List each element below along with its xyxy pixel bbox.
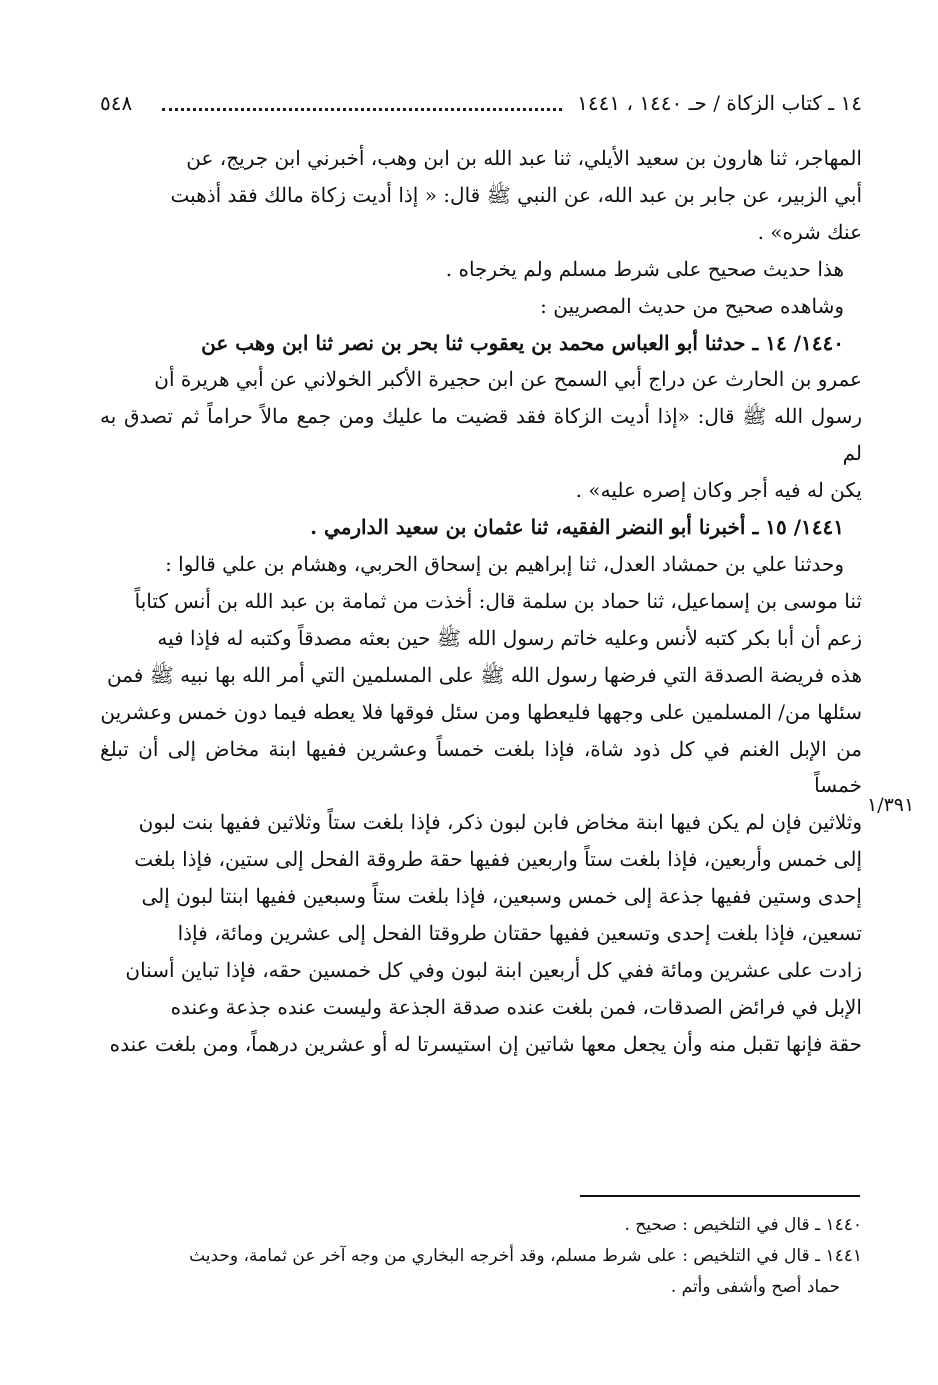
text-line: إلى خمس وأربعين، فإذا بلغت ستاً واربعين ففيها حقة طروقة الفحل إلى ستين، فإذا بلغت [134,847,862,872]
text-line: أبي الزبير، عن جابر بن عبد الله، عن النبي ﷺ قال: « إذا أديت زكاة مالك فقد أذهبت [170,182,862,207]
text-line: من الإبل الغنم في كل ذود شاة، فإذا بلغت خمساً وعشرين ففيها ابنة مخاض إلى أن تبلغ خمساً [100,736,862,798]
main-text [100,140,862,1063]
footnote-1440: ١٤٤٠ ـ قال في التلخيص : صحيح . [624,1215,862,1235]
footnotes [100,1210,862,1303]
grading-statement: هذا حديث صحيح على شرط مسلم ولم يخرجاه . [445,256,844,281]
text-line: وثلاثين فإن لم يكن فيها ابنة مخاض فابن لبون ذكر، فإذا بلغت ستاً وثلاثين ففيها بنت لبون [138,810,862,835]
text-line: ثنا موسى بن إسماعيل، ثنا حماد بن سلمة قال: أخذت من ثمامة بن عبد الله بن أنس كتاباً [134,588,862,613]
hadith-1441-heading: ١٤٤١/ ١٥ ـ أخبرنا أبو النضر الفقيه، ثنا عثمان بن سعيد الدارمي . [310,515,844,540]
running-header [100,88,862,118]
text-line: عنك شره» . [757,219,862,244]
chapter-title: ١٤ ـ كتاب الزكاة / حـ ١٤٤٠ ، ١٤٤١ [577,91,862,115]
header-dot-leader [162,108,562,111]
page-number: ٥٤٨ [100,91,133,115]
footnote-divider [580,1195,860,1197]
text-line: وحدثنا علي بن حمشاد العدل، ثنا إبراهيم بن إسحاق الحربي، وهشام بن علي قالوا : [165,551,844,576]
text-line: سئلها من/ المسلمين على وجهها فليعطها ومن سئل فوقها فلا يعطه فيما دون خمس وعشرين [100,699,862,724]
text-line: الإبل في فرائض الصدقات، فمن بلغت عنده صدقة الجذعة وليست عنده جذعة وعنده [170,994,862,1019]
text-line: إحدى وستين ففيها جذعة إلى خمس وسبعين، فإذا بلغت ستاً وسبعين ففيها ابنتا لبون إلى [141,884,862,909]
text-line: تسعين، فإذا بلغت إحدى وتسعين ففيها حقتان طروقتا الفحل إلى عشرين ومائة، فإذا [177,921,862,946]
text-line: زعم أن أبا بكر كتبه لأنس وعليه خاتم رسول الله ﷺ حين بعثه مصدقاً وكتبه له فإذا فيه [157,625,862,650]
text-line: هذه فريضة الصدقة التي فرضها رسول الله ﷺ على المسلمين التي أمر الله بها نبيه ﷺ فمن [106,662,862,687]
text-line: عمرو بن الحارث عن دراج أبي السمح عن ابن حجيرة الأكبر الخولاني عن أبي هريرة أن [154,367,862,392]
text-line: حقة فإنها تقبل منه وأن يجعل معها شاتين إن استيسرتا له أو عشرين درهماً، ومن بلغت عنده [109,1031,862,1056]
text-line: يكن له فيه أجر وكان إصره عليه» . [575,478,862,503]
footnote-1441-continued: حماد أصح وأشفى وأتم . [670,1277,840,1297]
hadith-1440-heading: ١٤٤٠/ ١٤ ـ حدثنا أبو العباس محمد بن يعقوب ثنا بحر بن نصر ثنا ابن وهب عن [201,330,844,355]
text-line: رسول الله ﷺ قال: «إذا أديت الزكاة فقد قضيت ما عليك ومن جمع مالاً حراماً ثم تصدق به لم [100,404,862,466]
margin-reference: ١/٣٩١ [867,794,915,816]
text-line: المهاجر، ثنا هارون بن سعيد الأيلي، ثنا عبد الله بن ابن وهب، أخبرني ابن جريج، عن [186,146,862,170]
witness-intro: وشاهده صحيح من حديث المصريين : [540,293,844,318]
footnote-1441: ١٤٤١ ـ قال في التلخيص : على شرط مسلم، وقد أخرجه البخاري من وجه آخر عن ثمامة، وحديث [189,1246,862,1266]
text-line: زادت على عشرين ومائة ففي كل أربعين ابنة لبون وفي كل خمسين حقه، فإذا تباين أسنان [125,957,862,982]
